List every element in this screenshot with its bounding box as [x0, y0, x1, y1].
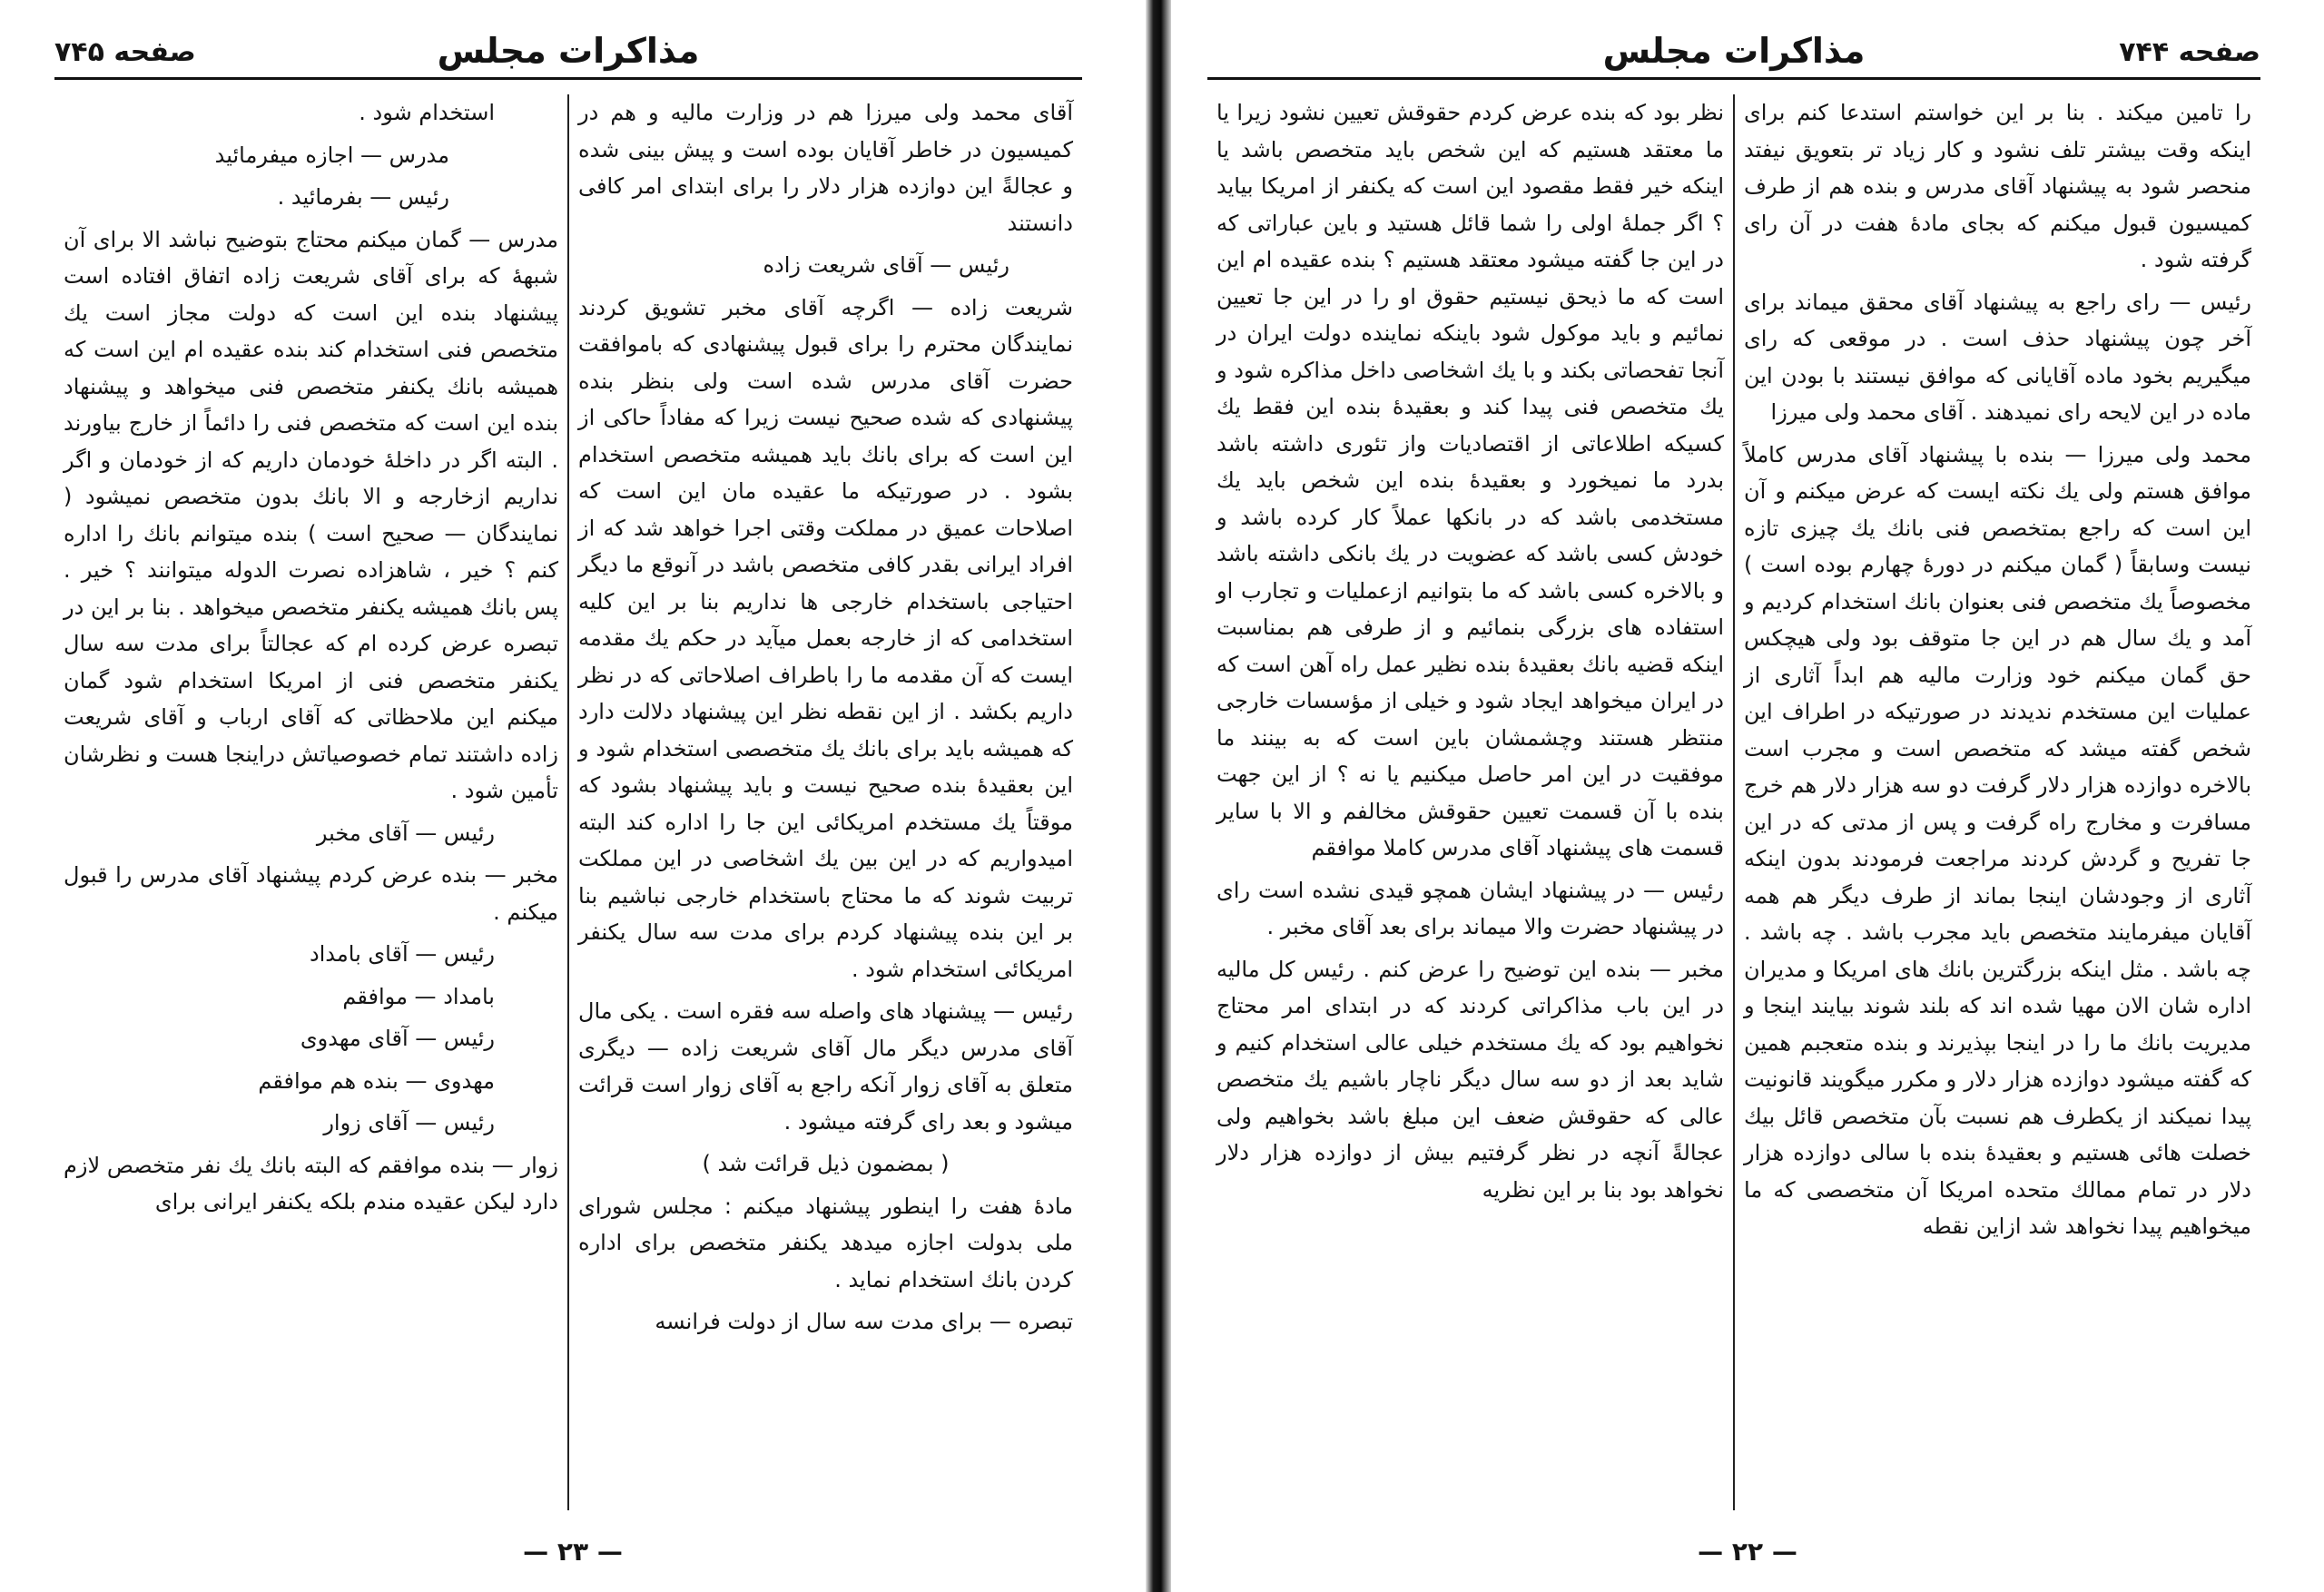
paragraph: رئیس — آقای شریعت زاده: [763, 252, 1009, 278]
paragraph: را تامین میکند . بنا بر این خواستم استدعا کنم برای اینکه وقت بیشتر تلف نشود و کار زیاد تر بتعویق نیفتد منحصر شود به پیشنهاد آقای مدرس و بنده هم از طرف کمیسیون قبول میکنم که بجای مادهٔ هفت در آن رای گرفته شود .: [1744, 100, 2251, 272]
page-footer: — ۲۳ —: [523, 1537, 623, 1567]
text-column-right: [1735, 94, 2260, 1510]
page-number: صفحه ۷۴۴: [2119, 36, 2260, 68]
paragraph: مخبر — بنده این توضیح را عرض کنم . رئیس کل مالیه در این باب مذاکراتی کردند که در ابتدای امر محتاج نخواهیم بود که یك مستخدم خیلی عالی استخدام کنیم و شاید بعد از دو سه سال دیگر ناچار باشیم یك متخصص عالی که حقوقش ضعف این مبلغ باشد بخواهیم ولی عجالةً آنچه در نظر گرفتیم بیش از دوازده هزار دلار نخواهد بود بنا بر این نظریه: [1216, 956, 1724, 1203]
header-rule: [1207, 77, 2260, 80]
paragraph: مدرس — گمان میکنم محتاج بتوضیح نباشد الا برای آن شبههٔ که برای آقای شریعت زاده اتفاق افتاده است پیشنهاد بنده این است که دولت مجاز است یك متخصص فنی استخدام کند بنده عقیده ام این است که همیشه بانك یکنفر متخصص فنی میخواهد و پیشنهاد بنده این است که متخصص فنی را دائماً از خارج بیاورند . البته اگر در داخلهٔ خودمان داریم که از خودمان و اگر نداریم ازخارجه و الا بانك بدون متخصص نمیشود ( نمایندگان — صحیح است ) بنده میتوانم بانك را اداره کنم ؟ خیر ، شاهزاده نصرت الدوله میتوانند ؟ خیر . پس بانك همیشه یکنفر متخصص میخواهد . بنا بر این در تبصره عرض کرده ام که عجالتاً برای مدت سه سال یکنفر متخصص فنی از امریکا استخدام شود گمان میکنم این ملاحظاتی که آقای ارباب و آقای شریعت زاده داشتند تمام خصوصیاتش دراینجا هست و نظرشان تأمین شود .: [64, 226, 558, 803]
paragraph: رئیس — رای راجع به پیشنهاد آقای محقق میماند برای آخر چون پیشنهاد حذف است . در موقعی که رای میگیریم بخود ماده آقایانی که موافق نیستند با بودن این ماده در این لایحه رای نمیدهند . آقای محمد ولی میرزا: [1744, 289, 2251, 425]
page-header: [54, 24, 1082, 80]
paragraph: زوار — بنده موافقم که البته بانك یك نفر متخصص لازم دارد لیکن عقیده مندم بلکه یکنفر ایرانی برای: [64, 1152, 558, 1214]
text-columns: [1207, 94, 2260, 1510]
right-page: [1171, 0, 2324, 1592]
paragraph: استخدام شود .: [359, 100, 495, 125]
text-columns: [54, 94, 1082, 1510]
page-header: [1207, 24, 2260, 80]
paragraph: رئیس — آقای مهدوی: [300, 1026, 495, 1051]
paragraph: مهدوی — بنده هم موافقم: [258, 1067, 495, 1094]
paragraph: رئیس — آقای بامداد: [309, 941, 495, 967]
text-column-left: [1207, 94, 1733, 1510]
paragraph: رئیس — در پیشنهاد ایشان همچو قیدی نشده است رای در پیشنهاد حضرت والا میماند برای بعد آقای مخبر .: [1216, 877, 1724, 939]
running-title: مذاکرات مجلس: [1602, 31, 1866, 71]
paragraph: محمد ولی میرزا — بنده با پیشنهاد آقای مدرس کاملاً موافق هستم ولی یك نکته ایست که عرض میکنم و آن این است که راجع بمتخصص فنی بانك یك چیزی تازه نیست وسابقاً ( گمان میکنم در دورهٔ چهارم بوده است ) مخصوصاً یك متخصص فنی بعنوان بانك استخدام کردیم و آمد و یك سال هم در این جا متوقف بود ولی هیچکس حق گمان میکنم خود وزارت مالیه هم ابداً آثاری از عملیات این مستخدم ندیدند در صورتیکه در اطراف این شخص گفته میشد که متخصص است و مجرب است بالاخره دوازده هزار دلار گرفت دو سه هزار دلار هم خرج مسافرت و مخارج راه گرفت و پس از مدتی که در این جا تفریح و گردش کردند مراجعت فرمودند بدون اینکه آثاری از وجودشان اینجا بماند از طرف دیگر هم همه آقایان میفرمایند متخصص باید مجرب باشد . چه باشد . چه باشد . مثل اینکه بزرگترین بانك های امریکا و مدیران اداره شان الان مهیا شده اند که بلند شوند بیایند اینجا و مدیریت بانك ما را در اینجا بپذیرند و بنده متعجبم همین که گفته میشود دوازده هزار دلار و مکرر میگویند قانونیت پیدا نمیکند از یکطرف هم نسبت بآن متخصص قائل بیك خصلت هائی هستیم و بعقیدهٔ بنده با سالی دوازده هزار دلار در تمام ممالك متحده امریکا آن متخصصی که ما میخواهیم پیدا نخواهد شد ازاین نقطه: [1744, 441, 2251, 1239]
paragraph: شریعت زاده — اگرچه آقای مخبر تشویق کردند نمایندگان محترم را برای قبول پیشنهادی که باموافقت حضرت آقای مدرس شده است ولی بنظر بنده پیشنهادی که شده صحیح نیست زیرا که مفاداً حاکی از این است که برای بانك باید همیشه متخصص استخدام بشود . در صورتیکه ما عقیده مان این است که اصلاحات عمیق در مملکت وقتی اجرا خواهد شد که از افراد ایرانی بقدر کافی متخصص باشد در آنوقع ما دیگر احتیاجی باستخدام خارجی ها نداریم بنا بر این کلیه استخدامی که از خارجه بعمل میآید در حکم یك مقدمه ایست که آن مقدمه ما را باطراف اصلاحاتی که در نظر داریم بکشد . از این نقطه نظر این پیشنهاد دلالت دارد که همیشه باید برای بانك یك متخصصی استخدام شود و این بعقیدهٔ بنده صحیح نیست و باید پیشنهاد بشود که موقتاً یك مستخدم امریکائی این جا را اداره کند البته امیدواریم که در این بین یك اشخاصی در این مملکت تربیت شوند که ما محتاج باستخدام خارجی نباشیم بنا بر این بنده پیشنهاد کردم برای مدت سه سال یکنفر امریکائی استخدام شود .: [578, 294, 1073, 982]
paragraph: مادهٔ هفت را اینطور پیشنهاد میکنم : مجلس شورای ملی بدولت اجازه میدهد یکنفر متخصص برای اداره کردن بانك استخدام نماید .: [578, 1193, 1073, 1292]
paragraph: رئیس — آقای مخبر: [316, 820, 495, 846]
header-rule: [54, 77, 1082, 80]
left-page: [0, 0, 1146, 1592]
paragraph: نظر بود که بنده عرض کردم حقوقش تعیین نشود زیرا یا ما معتقد هستیم که این شخص باید متخصص باشد یا اینکه خیر فقط مقصود این است که یکنفر از امریکا بیاید ؟ اگر جملهٔ اولی را شما قائل هستید و باین عباراتی که در این جا گفته میشود معتقد هستیم ؟ بنده عقیده ام این است که ما ذیحق نیستیم حقوق او را در این جا تعیین نمائیم و باید موکول شود باینکه نماینده دولت ایران در آنجا تفحصاتی بکند و با یك اشخاصی داخل مذاکره شود و یك متخصص فنی پیدا کند و بعقیدهٔ بنده این فقط یك کسیکه اطلاعاتی از اقتصادیات واز تئوری داشته باشد بدرد ما نمیخورد و بعقیدهٔ بنده این شخص باید یك مستخدمی باشد که در بانکها عملاً کار کرده باشد و خودش کسی باشد که عضویت در یك بانکی داشته باشد و بالاخره کسی باشد که ما بتوانیم ازعملیات و تجارب او استفاده های بزرگی بنمائیم و از طرفی هم بمناسبت اینکه قضیه بانك بعقیدهٔ بنده نظیر عمل راه آهن است که در ایران میخواهد ایجاد شود و خیلی از مؤسسات خارجی منتظر هستند وچشمشان باین است که به بینند ما موفقیت در این امر حاصل میکنیم یا نه ؟ از این جهت بنده با آن قسمت تعیین حقوقش مخالفم و الا با سایر قسمت های پیشنهاد آقای مدرس کاملا موافقم: [1216, 100, 1724, 860]
paragraph: رئیس — پیشنهاد های واصله سه فقره است . یکی مال آقای مدرس دیگر مال آقای شریعت زاده — دیگری متعلق به آقای زوار آنکه راجع به آقای زوار است قرائت میشود و بعد رای گرفته میشود .: [578, 998, 1073, 1135]
paragraph: رئیس — بفرمائید .: [277, 184, 449, 210]
paragraph: مدرس — اجازه میفرمائید: [214, 142, 449, 168]
paragraph: مخبر — بنده عرض کردم پیشنهاد آقای مدرس را قبول میکنم .: [64, 862, 558, 925]
paragraph: رئیس — آقای زوار: [323, 1110, 495, 1135]
paragraph: تبصره — برای مدت سه سال از دولت فرانسه: [655, 1309, 1073, 1334]
column-divider: [567, 94, 569, 1510]
running-title: مذاکرات مجلس: [437, 31, 700, 71]
paragraph: بامداد — موافقم: [342, 983, 495, 1009]
paragraph: ( بمضمون ذیل قرائت شد ): [702, 1151, 950, 1176]
text-column-left: [54, 94, 567, 1510]
paragraph: آقای محمد ولی میرزا هم در وزارت مالیه و هم در کمیسیون در خاطر آقایان بوده است و پیش بینی شده و عجالةً این دوازده هزار دلار را برای ابتدای امر کافی دانستند: [578, 100, 1073, 236]
text-column-right: [569, 94, 1082, 1510]
page-footer: — ۲۲ —: [1698, 1537, 1797, 1567]
page-number: صفحه ۷۴۵: [54, 36, 196, 68]
column-divider: [1733, 94, 1735, 1510]
book-gutter: [1146, 0, 1171, 1592]
